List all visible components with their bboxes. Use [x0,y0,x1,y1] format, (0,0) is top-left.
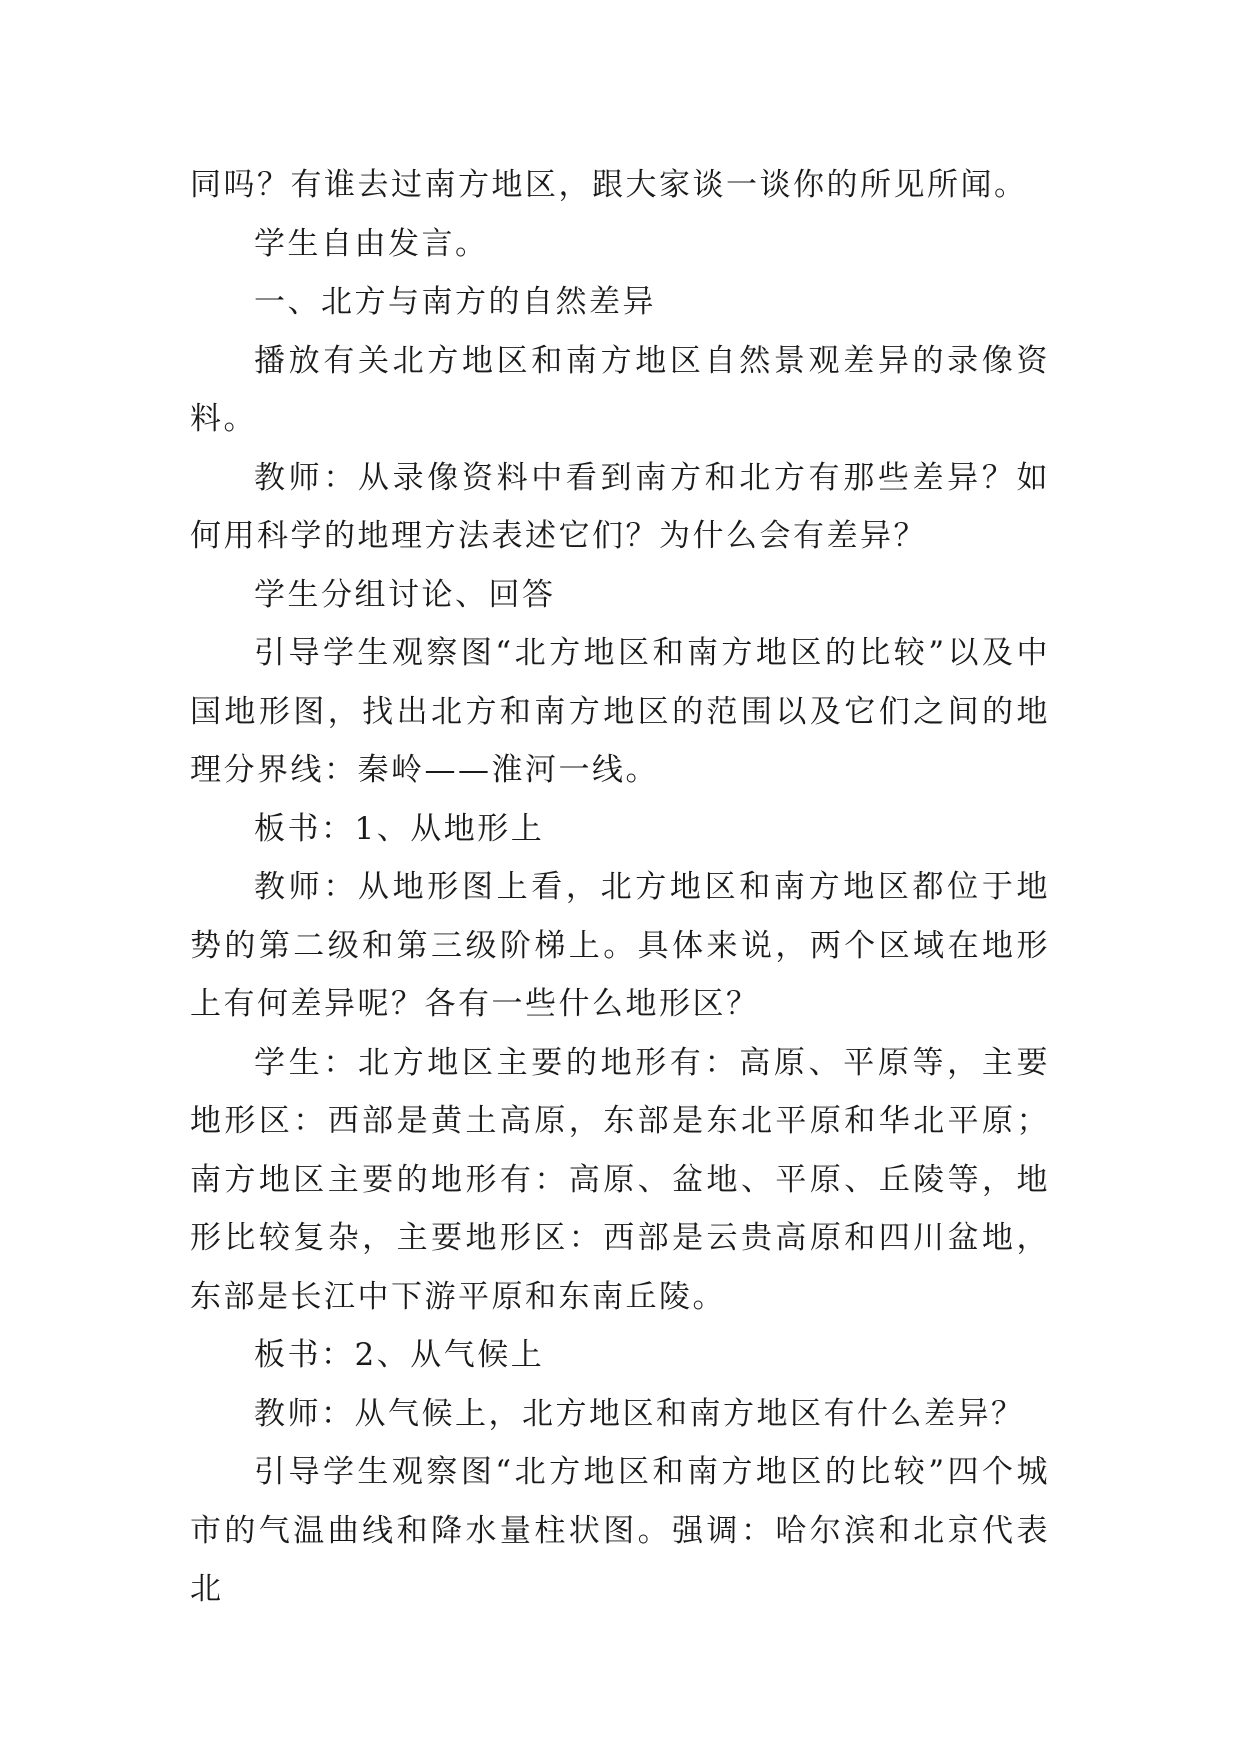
paragraph-student-speak: 学生自由发言。 [254,225,489,262]
board-note-climate: 板书：2、从气候上 [254,1337,545,1373]
paragraph-guide-map: 引导学生观察图“北方地区和南方地区的比较”以及中国地形图，找出北方和南方地区的范围以及它们之间的地理分界线：秦岭——淮河一线。 [190,635,1050,788]
paragraph-teacher-climate: 教师：从气候上，北方地区和南方地区有什么差异？ [254,1395,1025,1432]
paragraph-teacher-terrain: 教师：从地形图上看，北方地区和南方地区都位于地势的第二级和第三级阶梯上。具体来说，两个区域在地形上有何差异呢？各有一些什么地形区？ [190,869,1050,1022]
section-heading: 一、北方与南方的自然差异 [254,284,656,320]
document-body [190,156,1050,1619]
paragraph-guide-climate: 引导学生观察图“北方地区和南方地区的比较”四个城市的气温曲线和降水量柱状图。强调：哈尔滨和北京代表北 [190,1454,1050,1607]
board-note-terrain: 板书：1、从地形上 [254,810,545,847]
paragraph-teacher-question: 教师：从录像资料中看到南方和北方有那些差异？如何用科学的地理方法表述它们？为什么会有差异？ [190,459,1050,554]
paragraph-continuation: 同吗？有谁去过南方地区，跟大家谈一谈你的所见所闻。 [190,167,1028,203]
paragraph-group-discussion: 学生分组讨论、回答 [254,576,556,613]
paragraph-student-terrain: 学生：北方地区主要的地形有：高原、平原等，主要地形区：西部是黄土高原，东部是东北平原和华北平原；南方地区主要的地形有：高原、盆地、平原、丘陵等，地形比较复杂，主要地形区：西部是云贵高原和四川盆地，东部是长江中下游平原和东南丘陵。 [190,1044,1050,1315]
paragraph-video: 播放有关北方地区和南方地区自然景观差异的录像资料。 [190,342,1050,437]
